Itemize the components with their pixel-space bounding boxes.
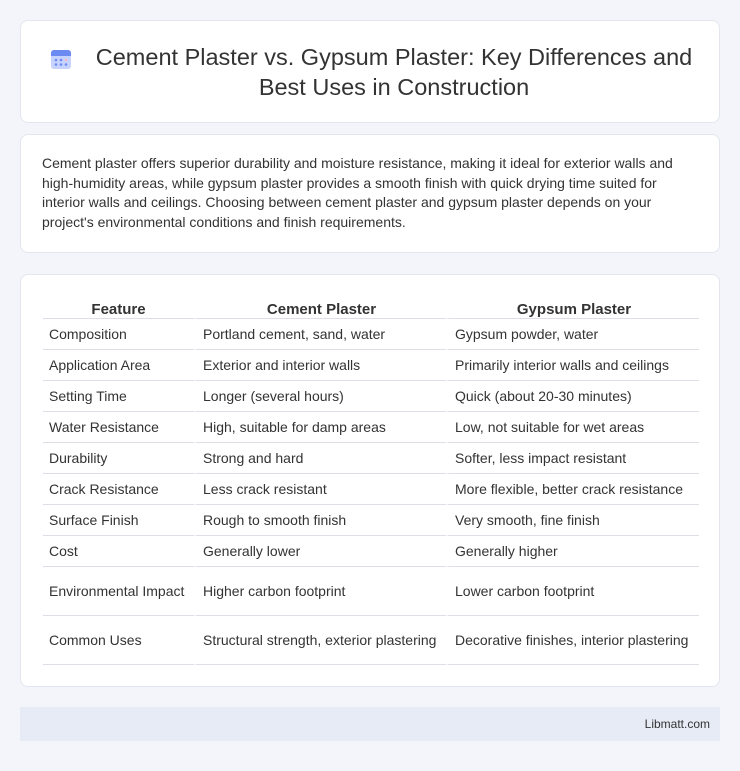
gypsum-cell: Quick (about 20-30 minutes) [446,381,699,412]
feature-cell: Surface Finish [43,505,194,536]
header-feature: Feature [43,297,194,319]
footer-bar [20,707,720,741]
cement-cell: Generally lower [194,536,446,567]
table-row [43,474,699,505]
table-row [43,319,699,350]
table-row [43,567,699,616]
cement-cell: Strong and hard [194,443,446,474]
header-cement-plaster: Cement Plaster [194,297,446,319]
feature-cell: Durability [43,443,194,474]
gypsum-cell: Decorative finishes, interior plastering [446,616,699,665]
gypsum-cell: Lower carbon footprint [446,567,699,616]
gypsum-cell: Very smooth, fine finish [446,505,699,536]
feature-cell: Crack Resistance [43,474,194,505]
summary-text: Cement plaster offers superior durability and moisture resistance, making it ideal for exterior walls and high-humidity areas, while gypsum plaster provides a smooth finish with quick drying time suited for interior walls and ceilings. Choosing between cement plaster and gypsum plaster depends on your project's environmental conditions and finish requirements. [42,155,673,230]
summary-card [20,134,720,253]
cement-cell: Less crack resistant [194,474,446,505]
feature-cell: Setting Time [43,381,194,412]
cement-cell: Rough to smooth finish [194,505,446,536]
footer-brand-link[interactable]: Libmatt.com [644,717,710,731]
table-row [43,505,699,536]
page-title: Cement Plaster vs. Gypsum Plaster: Key Differences and Best Uses in Construction [95,43,693,100]
table-header-row [43,297,699,319]
gypsum-cell: Primarily interior walls and ceilings [446,350,699,381]
table-row [43,412,699,443]
comparison-table [43,297,699,665]
cement-cell: Structural strength, exterior plastering [194,616,446,665]
cement-cell: Portland cement, sand, water [194,319,446,350]
header-gypsum-plaster: Gypsum Plaster [446,297,699,319]
feature-cell: Composition [43,319,194,350]
feature-cell: Environmental Impact [43,567,194,616]
feature-cell: Cost [43,536,194,567]
gypsum-cell: Gypsum powder, water [446,319,699,350]
cement-cell: Higher carbon footprint [194,567,446,616]
title-card [20,20,720,123]
gypsum-cell: Low, not suitable for wet areas [446,412,699,443]
gypsum-cell: Softer, less impact resistant [446,443,699,474]
comparison-card [20,274,720,687]
table-row [43,616,699,665]
table-row [43,443,699,474]
cement-cell: Longer (several hours) [194,381,446,412]
gypsum-cell: Generally higher [446,536,699,567]
cement-cell: High, suitable for damp areas [194,412,446,443]
cement-cell: Exterior and interior walls [194,350,446,381]
gypsum-cell: More flexible, better crack resistance [446,474,699,505]
table-row [43,536,699,567]
table-row [43,350,699,381]
feature-cell: Application Area [43,350,194,381]
feature-cell: Water Resistance [43,412,194,443]
feature-cell: Common Uses [43,616,194,665]
table-row [43,381,699,412]
